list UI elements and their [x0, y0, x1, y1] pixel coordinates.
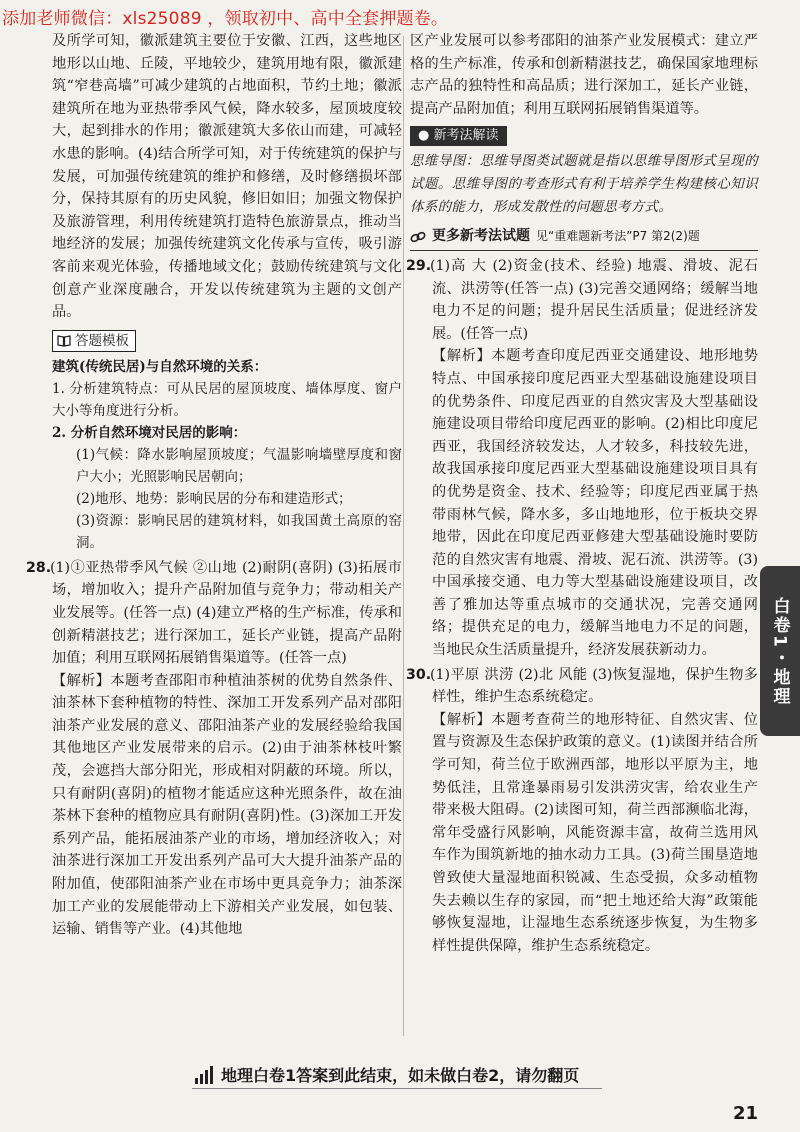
left-column	[26, 30, 402, 941]
q30-analysis: 【解析】本题考查荷兰的地形特征、自然灾害、位置与资源及生态保护政策的意义。(1)读图并结合所学可知，荷兰位于欧洲西部，地形以平原为主，地势低洼，且常逢暴雨易引发洪涝灾害，给农业生产带来极大阻碍。(2)读图可知，荷兰西部濒临北海，常年受盛行风影响，风能资源丰富，故荷兰选用风车作为围筑新地的抽水动力工具。(3)荷兰围垦造地曾致使大量湿地面积锐减、生态受损，众多动植物失去赖以生存的家园，而“把土地还给大海”政策能够恢复湿地，让湿地生态系统逐步恢复，为生物多样性提供保障，维护生态系统稳定。	[432, 711, 758, 954]
q28-analysis-continued: 区产业发展可以参考邵阳的油茶产业发展模式：建立严格的生产标准，传承和创新精湛技艺，确保国家地理标志产品的独特性和高品质；进行深加工，延长产业链，提高产品附加值；利用互联网拓展销售渠道等。	[410, 33, 758, 117]
more-new-exam-title: 更多新考法试题	[432, 228, 530, 245]
right-column	[406, 30, 758, 957]
footer-rule	[192, 1088, 602, 1089]
q29-analysis: 【解析】本题考查印度尼西亚交通建设、地形地势特点、中国承接印度尼西亚大型基础设施建设项目的优势条件、印度尼西亚的自然灾害及大型基础设施建设项目带给印度尼西亚的影响。(2)相比印度尼西亚，我国经济较发达，人才较多，科技较先进，故我国承接印度尼西亚大型基础设施建设项目具有的优势是资金、技术、经验等；印度尼西亚属于热带雨林气候，降水多，多山地地形，位于板块交界地带，因此在印度尼西亚修建大型基础设施时要防范的自然灾害有地震、滑坡、泥石流、洪涝等。(3)中国承接交通、电力等大型基础设施建设项目，改善了雅加达等重点城市的交通状况，完善交通网络；提供充足的电力，缓解当地电力不足的问题，当地民众生活质量提升，经济发展获新动力。	[432, 348, 758, 659]
link-icon	[410, 230, 426, 244]
new-exam-heading: ● 新考法解读	[410, 126, 507, 146]
q28-number: 28.	[26, 559, 52, 576]
template-point-2c: (3)资源：影响民居的建筑材料，如我国黄土高原的窑洞。	[76, 512, 402, 551]
template-point-2b: (2)地形、地势：影响民居的分布和建造形式；	[76, 490, 352, 507]
q30-number: 30.	[406, 666, 432, 683]
side-tab: 白卷1・地理	[760, 566, 800, 736]
more-new-exam-ref: 见“重难题新考法”P7 第2(2)题	[536, 229, 700, 244]
column-divider	[403, 36, 404, 1036]
q28-analysis: 【解析】本题考查邵阳市种植油茶树的优势自然条件、油茶林下套种植物的特性、深加工开发系列产品对邵阳油茶产业发展的意义、邵阳油茶产业的发展经验给我国其他地区产业发展带来的启示。(2)由于油茶林枝叶繁茂，会遮挡大部分阳光，形成相对阴蔽的环境。所以，只有耐阴(喜阴)的植物才能适应这种光照条件，故在油茶林下套种的植物应具有耐阴(喜阴)性。(3)深加工开发系列产品，能拓展油茶产业的市场，增加经济收入；对油茶进行深加工开发出系列产品可大大提升油茶产品的附加值，使邵阳油茶产业在市场中更具竞争力；油茶深加工产业的发展能带动上下游相关产业发展，如包装、运输、销售等产业。(4)其他地	[52, 672, 402, 938]
answer-template	[52, 356, 402, 554]
new-exam-text: 思维导图：思维导图类试题就是指以思维导图形式呈现的试题。思维导图的考查形式有利于培养学生构建核心知识体系的能力，形成发散性的问题思考方式。	[410, 153, 758, 216]
template-point-1: 1. 分析建筑特点：可从民居的屋顶坡度、墙体厚度、窗户大小等角度进行分析。	[52, 380, 402, 419]
footer-note: 地理白卷1答案到此结束，如未做白卷2，请勿翻页	[195, 1063, 579, 1086]
template-heading: 答题模板	[52, 330, 136, 352]
q28-answer: 28.(1)①亚热带季风气候 ②山地 (2)耐阴(喜阴) (3)拓展市场，增加收入；提升产品附加值与竞争力；带动相关产业发展等。(任答一点) (4)建立严格的生产标准，传承和创新精湛技艺；进行深加工，延长产业链，提高产品附加值；利用互联网拓展销售渠道等。(任答一点)	[52, 557, 402, 670]
template-point-2: 2. 分析自然环境对民居的影响：	[52, 424, 247, 441]
more-new-exam-bar	[410, 225, 758, 251]
bulb-icon: ●	[418, 128, 430, 144]
book-icon	[57, 334, 71, 347]
watermark-text: 添加老师微信：xls25089 ，领取初中、高中全套押题卷。	[2, 9, 449, 29]
q29-number: 29.	[406, 257, 432, 274]
q29-answer: 29.(1)高 大 (2)资金(技术、经验) 地震、滑坡、泥石流、洪涝等(任答一点) (3)完善交通网络；缓解当地电力不足的问题；提升居民生活质量；促进经济发展。(任答一点)	[410, 255, 758, 345]
q30-answer: 30.(1)平原 洪涝 (2)北 风能 (3)恢复湿地，保护生物多样性，维护生态系统稳定。	[410, 664, 758, 709]
template-point-2a: (1)气候：降水影响屋顶坡度；气温影响墙壁厚度和窗户大小；光照影响民居朝向；	[76, 446, 402, 485]
template-title: 建筑(传统民居)与自然环境的关系：	[52, 358, 268, 375]
q27-analysis-continued: 及所学可知，徽派建筑主要位于安徽、江西，这些地区地形以山地、丘陵，平地较少，建筑用地有限，徽派建筑“窄巷高墙”可减少建筑的占地面积，节约土地；徽派建筑所在地为亚热带季风气候，降水较多，屋顶坡度较大，起到排水的作用；徽派建筑大多依山而建，可减轻水患的影响。(4)结合所学可知，对于传统建筑的保护与发展，可加强传统建筑的维护和修缮，及时修缮损坏部分，保持其原有的历史风貌，修旧如旧；加强文物保护及旅游管理，利用传统建筑打造特色旅游景点，推动当地经济的发展；加强传统建筑文化传承与宣传，吸引游客前来观光体验，传播地域文化；鼓励传统建筑与文化创意产业深度融合，开发以传统建筑为主题的文创产品。	[52, 33, 402, 321]
bars-icon	[195, 1066, 213, 1084]
page-number: 21	[733, 1103, 759, 1124]
